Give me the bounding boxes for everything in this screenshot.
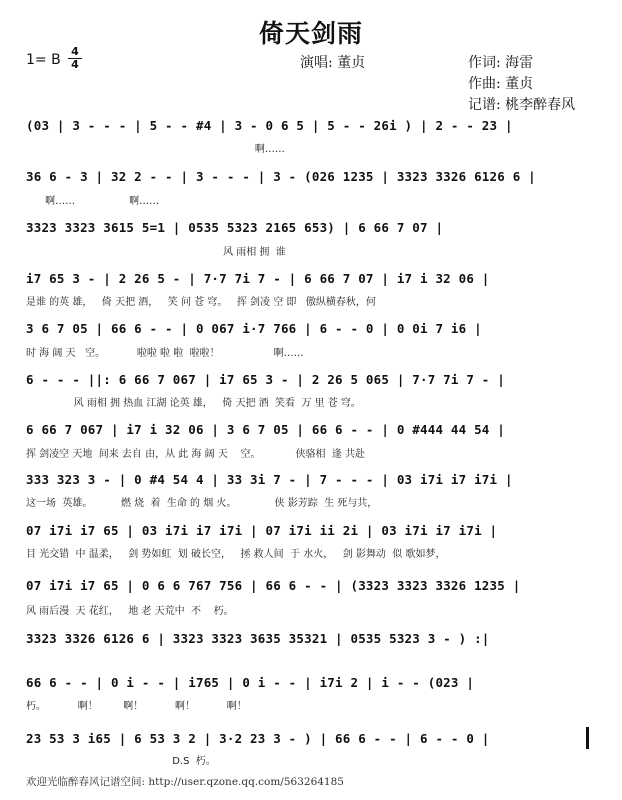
score-row-notes: i7 65 3 - | 2 26 5 - | 7·7 7i 7 - | 6 66 7 07 | i7 i 32 06 | xyxy=(26,271,490,286)
transcriber-credit: 记谱: 桃李醉春风 xyxy=(468,97,576,113)
score-row-notes: 6 66 7 067 | i7 i 32 06 | 3 6 7 05 | 66 6 - - | 0 #444 44 54 | xyxy=(26,422,505,437)
score-row-lyrics: 啊…… xyxy=(26,144,285,155)
song-title: 倚天剑雨 xyxy=(258,19,363,48)
singer-credit: 演唱: 董贞 xyxy=(300,55,366,71)
score-row-notes: 3323 3323 3615 5=1 | 0535 5323 2165 653) | 6 66 7 07 | xyxy=(26,220,444,235)
composer-credit: 作曲: 董贞 xyxy=(468,76,534,92)
score-row-notes: 66 6 - - | 0 i - - | i765 | 0 i - - | i7i 2 | i - - (023 | xyxy=(26,675,475,690)
score-row-lyrics: 目 光交错 中 温柔， 剑 势如虹 划 破长空， 拯 救人间 于 水火， 剑 影舞动 似 歌如梦， xyxy=(26,549,446,560)
score-row-lyrics: 这一场 英雄。 燃 烧 着 生命 的 烟 火。 侠 影芳踪 生 死与共， xyxy=(26,498,378,509)
time-signature-bottom: 4 xyxy=(68,58,82,71)
time-signature xyxy=(68,46,82,71)
score-row-lyrics: 是谁 的英 雄， 倚 天把 酒， 笑 问 苍 穹。 挥 剑凌 空 即 傲纵横春秋，何 xyxy=(26,297,376,308)
score-row-notes: 3323 3326 6126 6 | 3323 3323 3635 35321 | 0535 5323 3 - ) :| xyxy=(26,631,490,646)
footer-note: 欢迎光临醉春风记谱空间: http://user.qzone.qq.com/563264185 xyxy=(26,776,344,788)
final-barline xyxy=(586,727,589,749)
key-signature: 1= B xyxy=(26,52,61,68)
score-row-notes: 3 6 7 05 | 66 6 - - | 0 067 i·7 766 | 6 - - 0 | 0 0i 7 i6 | xyxy=(26,321,482,336)
score-row-notes: 6 - - - ||: 6 66 7 067 | i7 65 3 - | 2 26 5 065 | 7·7 7i 7 - | xyxy=(26,372,505,387)
score-row-lyrics: 啊…… 啊…… xyxy=(26,196,160,207)
score-row-lyrics: 风 雨后漫 天 花红， 地 老 天荒中 不 朽。 xyxy=(26,606,234,617)
time-signature-top: 4 xyxy=(71,45,79,58)
score-row-notes: 23 53 3 i65 | 6 53 3 2 | 3·2 23 3 - ) | 66 6 - - | 6 - - 0 | xyxy=(26,731,490,746)
score-row-notes: 07 i7i i7 65 | 03 i7i i7 i7i | 07 i7i ii 2i | 03 i7i i7 i7i | xyxy=(26,523,498,538)
score-row-lyrics: 时 海 阔 天 空。 啦啦 啦 啦 啦啦！ 啊…… xyxy=(26,348,304,359)
score-row-notes: 333 323 3 - | 0 #4 54 4 | 33 3i 7 - | 7 - - - | 03 i7i i7 i7i | xyxy=(26,472,513,487)
score-row-notes: (03 | 3 - - - | 5 - - #4 | 3 - 0 6 5 | 5 - - 26i ) | 2 - - 23 | xyxy=(26,118,513,133)
score-row-lyrics: D.S 朽。 xyxy=(26,756,216,767)
score-row-lyrics: 挥 剑凌空 天地 间来 去自 由，从 此 海 阔 天 空。 侠骆相 逢 共赴 xyxy=(26,449,366,460)
score-row-lyrics: 朽。 啊！ 啊！ 啊！ 啊！ xyxy=(26,701,247,712)
score-row-notes: 36 6 - 3 | 32 2 - - | 3 - - - | 3 - (026 1235 | 3323 3326 6126 6 | xyxy=(26,169,536,184)
score-row-notes: 07 i7i i7 65 | 0 6 6 767 756 | 66 6 - - | (3323 3323 3326 1235 | xyxy=(26,578,521,593)
score-row-lyrics: 风 雨相 拥 热血 江湖 论英 雄， 倚 天把 酒 笑看 万 里 苍 穹。 xyxy=(26,398,361,409)
lyricist-credit: 作词: 海雷 xyxy=(468,55,534,71)
score-row-lyrics: 风 雨相 拥 谁 xyxy=(26,247,286,258)
